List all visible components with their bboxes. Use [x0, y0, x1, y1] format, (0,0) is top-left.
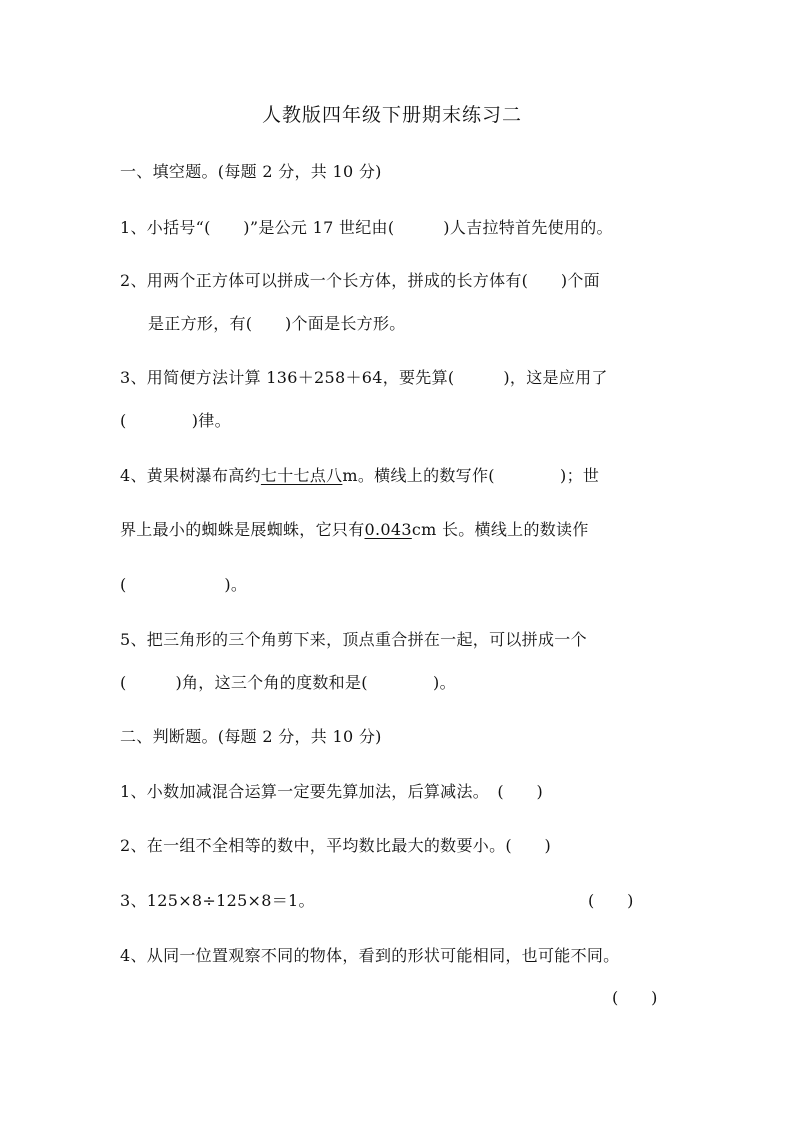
fill-question-2-line-1: 2、用两个正方体可以拼成一个长方体，拼成的长方体有( )个面 — [120, 271, 600, 290]
judge-question-3: 3、125×8÷125×8＝1。 — [120, 891, 315, 910]
fill-question-5-line-1: 5、把三角形的三个角剪下来，顶点重合拼在一起，可以拼成一个 — [120, 630, 587, 649]
q4-text-b: m。横线上的数写作( )；世 — [342, 466, 600, 485]
section-1-heading: 一、填空题。(每题 2 分，共 10 分) — [120, 162, 382, 181]
fill-question-4-line-2 — [120, 519, 589, 541]
fill-question-1: 1、小括号“( )”是公元 17 世纪由( )人吉拉特首先使用的。 — [120, 218, 613, 237]
q4-underlined-number: 七十七点八 — [260, 466, 343, 485]
q4-underlined-decimal: 0.043 — [364, 520, 412, 539]
document-title: 人教版四年级下册期末练习二 — [262, 104, 523, 126]
judge-question-4-answer-paren: ( ) — [612, 988, 658, 1007]
judge-question-1: 1、小数加减混合运算一定要先算加法，后算减法。 ( ) — [120, 782, 544, 801]
judge-question-3-answer-paren: ( ) — [588, 891, 634, 910]
judge-question-2: 2、在一组不全相等的数中，平均数比最大的数要小。( ) — [120, 836, 552, 855]
section-2-heading: 二、判断题。(每题 2 分，共 10 分) — [120, 727, 382, 746]
fill-question-3-line-2: ( )律。 — [120, 411, 231, 430]
q4-line2-text-a: 界上最小的蜘蛛是展蜘蛛，它只有 — [120, 520, 365, 539]
q4-line2-text-b: cm 长。横线上的数读作 — [411, 520, 589, 539]
fill-question-5-line-2: ( )角，这三个角的度数和是( )。 — [120, 673, 456, 692]
fill-question-4-line-3: ( )。 — [120, 575, 248, 594]
q4-text-a: 4、黄果树瀑布高约 — [120, 466, 261, 485]
judge-question-4: 4、从同一位置观察不同的物体，看到的形状可能相同，也可能不同。 — [120, 946, 620, 965]
fill-question-2-line-2: 是正方形，有( )个面是长方形。 — [148, 314, 406, 333]
fill-question-4-line-1 — [120, 465, 599, 487]
fill-question-3-line-1: 3、用简便方法计算 136＋258＋64，要先算( )，这是应用了 — [120, 368, 608, 387]
